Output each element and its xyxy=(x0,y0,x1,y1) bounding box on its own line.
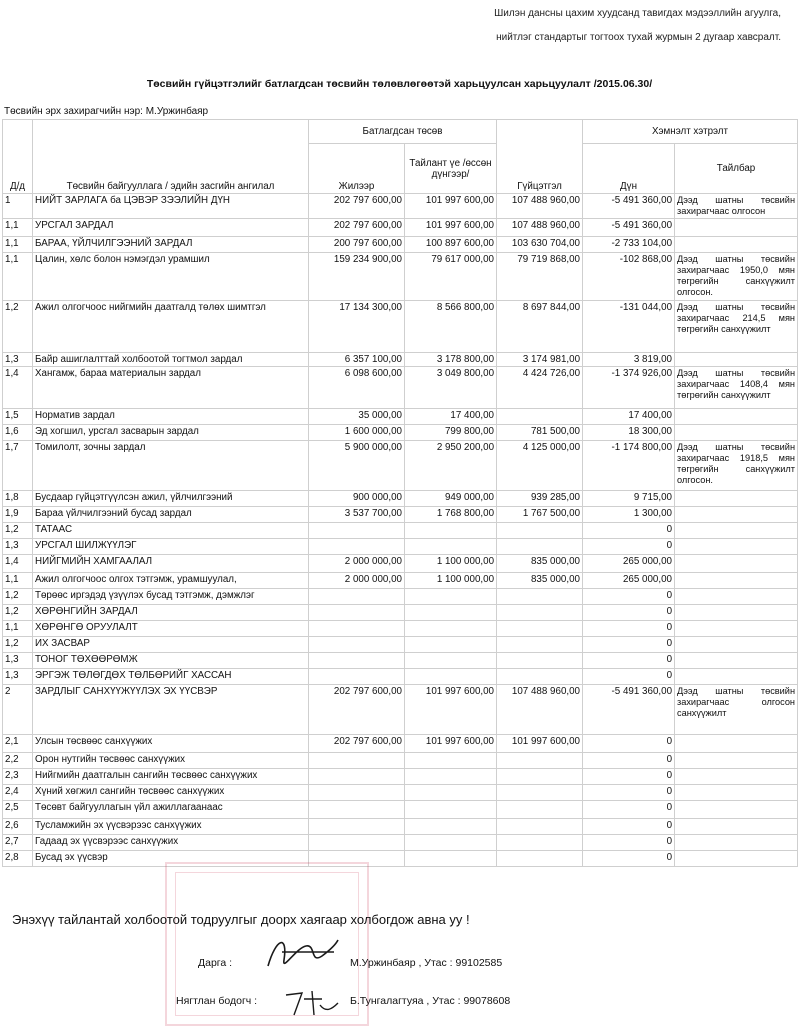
table-row xyxy=(3,194,798,219)
row-period: 8 566 800,00 xyxy=(405,301,497,353)
row-actual xyxy=(497,753,583,769)
row-actual: 4 424 726,00 xyxy=(497,367,583,409)
row-actual xyxy=(497,589,583,605)
row-period: 100 897 600,00 xyxy=(405,237,497,253)
row-amount: 0 xyxy=(583,605,675,621)
row-period xyxy=(405,769,497,785)
row-period: 3 178 800,00 xyxy=(405,353,497,367)
col-header-period: Тайлант үе /өссөн дүнгээр/ xyxy=(405,144,497,194)
row-note: Дээд шатны төсвийн захирагчаас 1408,4 мян төгрөгийн санхүүжилт xyxy=(675,367,798,409)
row-note xyxy=(675,669,798,685)
row-amount: 0 xyxy=(583,653,675,669)
row-name: Ажил олгогчоос олгох тэтгэмж, урамшуулал, xyxy=(33,573,309,589)
row-name: Ажил олгогчоос нийгмийн даатгалд төлөх шимтгэл xyxy=(33,301,309,353)
row-annual xyxy=(309,637,405,653)
row-annual xyxy=(309,835,405,851)
row-amount: 0 xyxy=(583,621,675,637)
row-period xyxy=(405,523,497,539)
table-row xyxy=(3,801,798,819)
row-actual xyxy=(497,801,583,819)
table-row xyxy=(3,441,798,491)
row-note xyxy=(675,769,798,785)
row-note xyxy=(675,785,798,801)
table-row xyxy=(3,785,798,801)
row-name: ТОНОГ ТӨХӨӨРӨМЖ xyxy=(33,653,309,669)
col-header-no: Д/д xyxy=(3,120,33,194)
row-actual xyxy=(497,621,583,637)
table-row xyxy=(3,539,798,555)
table-row xyxy=(3,769,798,785)
row-actual: 835 000,00 xyxy=(497,573,583,589)
row-annual: 6 098 600,00 xyxy=(309,367,405,409)
row-amount: 0 xyxy=(583,769,675,785)
row-amount: 0 xyxy=(583,819,675,835)
row-no: 2,3 xyxy=(3,769,33,785)
row-annual xyxy=(309,523,405,539)
table-row xyxy=(3,555,798,573)
row-annual: 1 600 000,00 xyxy=(309,425,405,441)
row-period: 949 000,00 xyxy=(405,491,497,507)
row-annual: 202 797 600,00 xyxy=(309,194,405,219)
col-header-note: Тайлбар xyxy=(675,144,798,194)
row-amount: -5 491 360,00 xyxy=(583,685,675,735)
row-period: 3 049 800,00 xyxy=(405,367,497,409)
row-name: Бусад эх үүсвэр xyxy=(33,851,309,867)
row-period xyxy=(405,669,497,685)
row-note xyxy=(675,637,798,653)
row-period: 101 997 600,00 xyxy=(405,219,497,237)
row-annual: 159 234 900,00 xyxy=(309,253,405,301)
header-line-2: нийтлэг стандартыг тогтоох тухай журмын 2 дугаар хавсралт. xyxy=(496,32,781,43)
row-note xyxy=(675,409,798,425)
row-amount: 0 xyxy=(583,637,675,653)
row-actual: 103 630 704,00 xyxy=(497,237,583,253)
row-annual: 3 537 700,00 xyxy=(309,507,405,523)
row-note xyxy=(675,605,798,621)
row-name: ИХ ЗАСВАР xyxy=(33,637,309,653)
row-no: 1,4 xyxy=(3,367,33,409)
row-period xyxy=(405,851,497,867)
table-row xyxy=(3,425,798,441)
row-annual xyxy=(309,653,405,669)
row-note xyxy=(675,735,798,753)
row-actual: 3 174 981,00 xyxy=(497,353,583,367)
table-row xyxy=(3,219,798,237)
row-amount: 3 819,00 xyxy=(583,353,675,367)
accountant-name: Б.Тунгалагтуяа , Утас : 99078608 xyxy=(350,995,511,1007)
row-annual xyxy=(309,669,405,685)
row-period: 1 100 000,00 xyxy=(405,555,497,573)
row-name: ЭРГЭЖ ТӨЛӨГДӨХ ТӨЛБӨРИЙГ ХАССАН xyxy=(33,669,309,685)
row-no: 1,2 xyxy=(3,523,33,539)
row-no: 1,4 xyxy=(3,555,33,573)
row-name: Бараа үйлчилгээний бусад зардал xyxy=(33,507,309,523)
row-amount: 265 000,00 xyxy=(583,555,675,573)
row-no: 2,1 xyxy=(3,735,33,753)
table-row xyxy=(3,367,798,409)
table-body xyxy=(3,194,798,867)
row-amount: 9 715,00 xyxy=(583,491,675,507)
row-name: Тусламжийн эх үүсвэрээс санхүүжих xyxy=(33,819,309,835)
row-no: 1 xyxy=(3,194,33,219)
row-amount: 18 300,00 xyxy=(583,425,675,441)
row-name: НИЙТ ЗАРЛАГА ба ЦЭВЭР ЗЭЭЛИЙН ДҮН xyxy=(33,194,309,219)
row-note xyxy=(675,523,798,539)
row-no: 1,7 xyxy=(3,441,33,491)
row-no: 1,3 xyxy=(3,653,33,669)
row-note xyxy=(675,621,798,637)
row-period xyxy=(405,819,497,835)
row-actual xyxy=(497,605,583,621)
row-annual: 202 797 600,00 xyxy=(309,219,405,237)
budget-comparison-table xyxy=(2,119,798,867)
row-note xyxy=(675,353,798,367)
row-annual: 900 000,00 xyxy=(309,491,405,507)
row-no: 1,2 xyxy=(3,637,33,653)
row-annual: 202 797 600,00 xyxy=(309,685,405,735)
row-name: УРСГАЛ ЗАРДАЛ xyxy=(33,219,309,237)
row-no: 1,5 xyxy=(3,409,33,425)
row-no: 1,8 xyxy=(3,491,33,507)
row-annual xyxy=(309,801,405,819)
row-no: 2,4 xyxy=(3,785,33,801)
row-period: 1 768 800,00 xyxy=(405,507,497,523)
page-title: Төсвийн гүйцэтгэлийг батлагдсан төсвийн төлөвлөгөөтэй харьцуулсан харьцуулалт /2015.06.30/ xyxy=(146,78,653,90)
table-row xyxy=(3,589,798,605)
row-annual xyxy=(309,589,405,605)
footer-contact-text: Энэхүү тайлантай холбоотой тодруулгыг доорх хаягаар холбогдож авна уу ! xyxy=(12,912,470,927)
row-annual: 2 000 000,00 xyxy=(309,573,405,589)
row-note xyxy=(675,653,798,669)
row-period xyxy=(405,801,497,819)
row-period xyxy=(405,785,497,801)
row-name: Төрөөс иргэдэд үзүүлэх бусад тэтгэмж, дэмжлэг xyxy=(33,589,309,605)
row-period xyxy=(405,653,497,669)
row-amount: 1 300,00 xyxy=(583,507,675,523)
row-no: 1,3 xyxy=(3,669,33,685)
row-name: Цалин, хөлс болон нэмэгдэл урамшил xyxy=(33,253,309,301)
col-header-variance: Хэмнэлт хэтрэлт xyxy=(583,120,798,144)
row-note xyxy=(675,237,798,253)
table-row xyxy=(3,735,798,753)
table-row xyxy=(3,835,798,851)
row-name: ЗАРДЛЫГ САНХҮҮЖҮҮЛЭХ ЭХ ҮҮСВЭР xyxy=(33,685,309,735)
table-row xyxy=(3,523,798,539)
row-note xyxy=(675,753,798,769)
row-no: 2,8 xyxy=(3,851,33,867)
row-annual: 6 357 100,00 xyxy=(309,353,405,367)
row-annual: 202 797 600,00 xyxy=(309,735,405,753)
col-header-annual: Жилээр xyxy=(309,144,405,194)
row-actual: 835 000,00 xyxy=(497,555,583,573)
director-name: М.Уржинбаяр , Утас : 99102585 xyxy=(350,957,503,969)
row-period: 101 997 600,00 xyxy=(405,685,497,735)
row-name: Гадаад эх үүсвэрээс санхүүжих xyxy=(33,835,309,851)
row-amount: 0 xyxy=(583,539,675,555)
row-actual: 8 697 844,00 xyxy=(497,301,583,353)
row-annual xyxy=(309,819,405,835)
row-period xyxy=(405,589,497,605)
row-amount: 265 000,00 xyxy=(583,573,675,589)
row-note xyxy=(675,573,798,589)
row-name: Нийгмийн даатгалын сангийн төсвөөс санхүүжих xyxy=(33,769,309,785)
row-actual xyxy=(497,653,583,669)
row-no: 2,2 xyxy=(3,753,33,769)
row-note: Дээд шатны төсвийн захирагчаас 1950,0 мян төгрөгийн санхүүжилт олгосон. xyxy=(675,253,798,301)
table-row xyxy=(3,507,798,523)
row-no: 1,2 xyxy=(3,301,33,353)
row-period: 799 800,00 xyxy=(405,425,497,441)
table-row xyxy=(3,685,798,735)
header-line-1: Шилэн дансны цахим хуудсанд тавигдах мэдээллийн агуулга, xyxy=(494,8,781,19)
table-row xyxy=(3,653,798,669)
row-amount: 0 xyxy=(583,801,675,819)
row-no: 1,1 xyxy=(3,237,33,253)
row-amount: 0 xyxy=(583,589,675,605)
row-note xyxy=(675,539,798,555)
row-annual xyxy=(309,785,405,801)
row-annual: 2 000 000,00 xyxy=(309,555,405,573)
row-name: Хүний хөгжил сангийн төсвөөс санхүүжих xyxy=(33,785,309,801)
row-no: 1,9 xyxy=(3,507,33,523)
row-amount: -1 174 800,00 xyxy=(583,441,675,491)
row-amount: -5 491 360,00 xyxy=(583,219,675,237)
row-name: Томилолт, зочны зардал xyxy=(33,441,309,491)
row-amount: 0 xyxy=(583,785,675,801)
row-note xyxy=(675,801,798,819)
row-amount: -102 868,00 xyxy=(583,253,675,301)
row-amount: 0 xyxy=(583,835,675,851)
row-period xyxy=(405,621,497,637)
col-header-actual: Гүйцэтгэл xyxy=(497,120,583,194)
row-note xyxy=(675,425,798,441)
row-no: 2,5 xyxy=(3,801,33,819)
row-period: 2 950 200,00 xyxy=(405,441,497,491)
row-period: 101 997 600,00 xyxy=(405,735,497,753)
row-name: БАРАА, ҮЙЛЧИЛГЭЭНИЙ ЗАРДАЛ xyxy=(33,237,309,253)
row-period xyxy=(405,637,497,653)
row-amount: 17 400,00 xyxy=(583,409,675,425)
col-header-amount: Дүн xyxy=(583,144,675,194)
row-no: 1,1 xyxy=(3,253,33,301)
table-row xyxy=(3,491,798,507)
row-name: ХӨРӨНГИЙН ЗАРДАЛ xyxy=(33,605,309,621)
row-actual: 107 488 960,00 xyxy=(497,685,583,735)
row-amount: -2 733 104,00 xyxy=(583,237,675,253)
row-actual: 781 500,00 xyxy=(497,425,583,441)
row-no: 2,6 xyxy=(3,819,33,835)
row-no: 1,3 xyxy=(3,353,33,367)
row-no: 1,2 xyxy=(3,589,33,605)
row-name: УРСГАЛ ШИЛЖҮҮЛЭГ xyxy=(33,539,309,555)
table-row xyxy=(3,409,798,425)
row-period xyxy=(405,605,497,621)
row-note xyxy=(675,819,798,835)
row-actual xyxy=(497,835,583,851)
row-name: ТАТААС xyxy=(33,523,309,539)
row-annual xyxy=(309,769,405,785)
row-name: Эд хогшил, урсгал засварын зардал xyxy=(33,425,309,441)
row-no: 1,1 xyxy=(3,219,33,237)
row-period xyxy=(405,835,497,851)
row-note: Дээд шатны төсвийн захирагчаас олгосон xyxy=(675,194,798,219)
row-note xyxy=(675,835,798,851)
row-no: 1,1 xyxy=(3,573,33,589)
table-row xyxy=(3,573,798,589)
director-signature xyxy=(262,930,342,978)
row-period xyxy=(405,753,497,769)
col-header-name: Төсвийн байгууллага / эдийн засгийн ангилал xyxy=(33,120,309,194)
table-row xyxy=(3,353,798,367)
table-row xyxy=(3,669,798,685)
row-period: 17 400,00 xyxy=(405,409,497,425)
row-name: Орон нутгийн төсвөөс санхүүжих xyxy=(33,753,309,769)
row-no: 2 xyxy=(3,685,33,735)
table-row xyxy=(3,753,798,769)
row-amount: 0 xyxy=(583,753,675,769)
table-row xyxy=(3,237,798,253)
row-actual xyxy=(497,539,583,555)
row-note: Дээд шатны төсвийн захирагчаас 1918,5 мян төгрөгийн санхүүжилт олгосон. xyxy=(675,441,798,491)
row-period xyxy=(405,539,497,555)
row-annual: 5 900 000,00 xyxy=(309,441,405,491)
row-amount: 0 xyxy=(583,851,675,867)
accountant-signature xyxy=(282,985,342,1021)
row-actual: 79 719 868,00 xyxy=(497,253,583,301)
row-amount: -1 374 926,00 xyxy=(583,367,675,409)
row-note xyxy=(675,219,798,237)
table-row xyxy=(3,621,798,637)
row-name: Бусдаар гүйцэтгүүлсэн ажил, үйлчилгээний xyxy=(33,491,309,507)
row-actual xyxy=(497,785,583,801)
row-note: Дээд шатны төсвийн захирагчаас олгосон санхүүжилт xyxy=(675,685,798,735)
row-actual xyxy=(497,637,583,653)
row-name: ХӨРӨНГӨ ОРУУЛАЛТ xyxy=(33,621,309,637)
row-annual: 35 000,00 xyxy=(309,409,405,425)
row-note xyxy=(675,555,798,573)
row-name: Байр ашиглалттай холбоотой тогтмол зардал xyxy=(33,353,309,367)
row-actual: 107 488 960,00 xyxy=(497,194,583,219)
row-name: Хангамж, бараа материалын зардал xyxy=(33,367,309,409)
row-annual: 17 134 300,00 xyxy=(309,301,405,353)
row-note xyxy=(675,507,798,523)
row-note xyxy=(675,491,798,507)
row-annual: 200 797 600,00 xyxy=(309,237,405,253)
row-amount: -131 044,00 xyxy=(583,301,675,353)
row-actual xyxy=(497,819,583,835)
row-note xyxy=(675,851,798,867)
row-period: 1 100 000,00 xyxy=(405,573,497,589)
row-amount: 0 xyxy=(583,735,675,753)
row-actual: 101 997 600,00 xyxy=(497,735,583,753)
budget-manager-label: Төсвийн эрх захирагчийн нэр: М.Уржинбаяр xyxy=(4,106,209,117)
accountant-label: Нягтлан бодогч : xyxy=(176,995,258,1007)
row-actual xyxy=(497,851,583,867)
row-note: Дээд шатны төсвийн захирагчаас 214,5 мян төгрөгийн санхүүжилт xyxy=(675,301,798,353)
row-no: 2,7 xyxy=(3,835,33,851)
row-no: 1,2 xyxy=(3,605,33,621)
row-no: 1,1 xyxy=(3,621,33,637)
row-actual: 107 488 960,00 xyxy=(497,219,583,237)
table-row xyxy=(3,253,798,301)
row-annual xyxy=(309,753,405,769)
director-label: Дарга : xyxy=(198,957,233,969)
row-name: НИЙГМИЙН ХАМГААЛАЛ xyxy=(33,555,309,573)
row-period: 101 997 600,00 xyxy=(405,194,497,219)
row-amount: 0 xyxy=(583,523,675,539)
row-no: 1,3 xyxy=(3,539,33,555)
row-actual xyxy=(497,669,583,685)
row-name: Норматив зардал xyxy=(33,409,309,425)
row-name: Төсөвт байгууллагын үйл ажиллагаанаас xyxy=(33,801,309,819)
table-row xyxy=(3,637,798,653)
row-annual xyxy=(309,539,405,555)
row-note xyxy=(675,589,798,605)
row-no: 1,6 xyxy=(3,425,33,441)
row-annual xyxy=(309,605,405,621)
row-amount: 0 xyxy=(583,669,675,685)
row-actual: 1 767 500,00 xyxy=(497,507,583,523)
col-header-approved: Батлагдсан төсөв xyxy=(309,120,497,144)
table-row xyxy=(3,301,798,353)
row-amount: -5 491 360,00 xyxy=(583,194,675,219)
row-actual xyxy=(497,409,583,425)
row-actual xyxy=(497,769,583,785)
row-annual xyxy=(309,621,405,637)
table-row xyxy=(3,851,798,867)
row-actual: 4 125 000,00 xyxy=(497,441,583,491)
row-actual: 939 285,00 xyxy=(497,491,583,507)
row-actual xyxy=(497,523,583,539)
table-row xyxy=(3,605,798,621)
table-row xyxy=(3,819,798,835)
row-name: Улсын төсвөөс санхүүжих xyxy=(33,735,309,753)
row-period: 79 617 000,00 xyxy=(405,253,497,301)
